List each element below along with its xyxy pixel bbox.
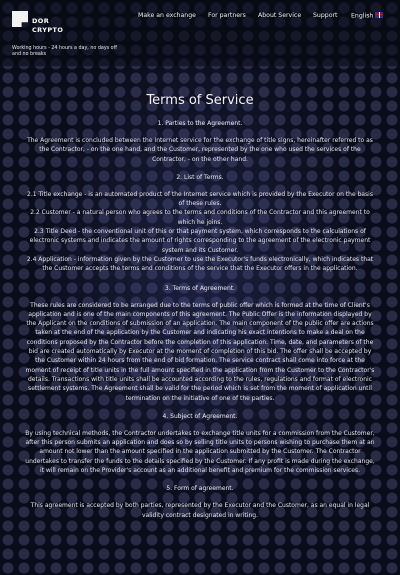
section-text: This agreement is accepted by both parties, represented by the Executor and the Customer, as an equal in legal validity contract designated in writing.: [30, 502, 370, 519]
nav-make-exchange[interactable]: Make an exchange: [138, 12, 196, 19]
page-title: Terms of Service: [146, 93, 254, 108]
section-heading: 5. Form of agreement.: [166, 485, 234, 493]
language-label: English: [351, 12, 374, 20]
nav-for-partners[interactable]: For partners: [208, 12, 246, 19]
section-heading: 2. List of Terms.: [176, 173, 224, 181]
list-item: 2.4 Application - information given by the Customer to use the Executor's funds electronically, which indicates that the Customer accepts the terms and conditions of the service that the Executor offers in the application.: [26, 255, 374, 273]
logo-line-1: DOR: [32, 17, 50, 25]
terms-list: [25, 190, 375, 274]
language-selector[interactable]: [351, 12, 383, 20]
list-item: 2.2 Customer - a natural person who agrees to the terms and conditions of the Contractor and this agreement to which he joins.: [30, 209, 370, 226]
terms-content: [0, 92, 400, 529]
list-item: 2.1 Title exchange - is an automated product of the Internet service which is provided by the Executor on the basis of these rules.: [27, 190, 373, 208]
dor-crypto-logo-icon: [12, 11, 28, 27]
site-header: [0, 0, 400, 66]
section-heading: 4. Subject of Agreement.: [162, 412, 238, 420]
logo-text: [32, 17, 72, 35]
logo-line-2: CRYPTO: [32, 26, 64, 34]
section-heading: 1. Parties to the Agreement.: [157, 120, 243, 127]
uk-flag-icon: [375, 12, 383, 18]
list-item: 2.3 Title Deed - the conventional unit of this or that payment system, which corresponds to the calculations of electronic systems and indicates the amount of rights corresponding to the agreement of the electronic payment system and its Customer.: [29, 228, 371, 254]
nav-about-service[interactable]: About Service: [258, 12, 302, 19]
section-text: By using technical methods, the Contractor undertakes to exchange title units for a commission from the Customer, after this person submits an application and does so by selling title units to persons wishing to purchase them at an amount not lower than the amount specified in the application submitted by the Customer. The Contractor undertakes to transfer the funds to the details specified by the Customer. If any profit is made during the exchange, it will remain on the Provider's account as an additional benefit and premium for the commission services.: [25, 429, 375, 475]
working-hours: Working hours - 24 hours a day, no days off and no breaks: [12, 46, 117, 57]
nav-support[interactable]: Support: [313, 12, 338, 19]
section-text: These rules are considered to be arranged due to the terms of public offer which is formed at the time of Client's application and is one of the main components of this agreement. The Public Offer is the information displayed by the Applicant on the conditions of submission of an application. The main component of the public offer are actions taken at the end of the application by the Customer and indicating his exact intentions to make a deal on the conditions proposed by the Contractor before the completion of this application. Time, date, and parameters of the bid are created automatically by Executor at the moment of completion of this bid. The offer shall be accepted by the Customer within 24 hours from the end of bid formation. The service contract shall come into force at the moment of receipt of title units in the full amount specified in the application from the Customer to the Contractor's details. Transactions with title units shall be accounted according to the rules, regulations and format of electronic settlement systems. The Agreement shall be valid for the period which is set from the moment of application until termination on the initiative of one of the parties.: [25, 301, 375, 402]
section-heading: 3. Terms of Agreement.: [164, 284, 236, 292]
section-text: The Agreement is concluded between the Internet service for the exchange of title signs, hereinafter referred to as the Contractor, - on the one hand, and the Customer, represented by the one who used the services of the Contractor, - on the other hand.: [27, 137, 373, 163]
